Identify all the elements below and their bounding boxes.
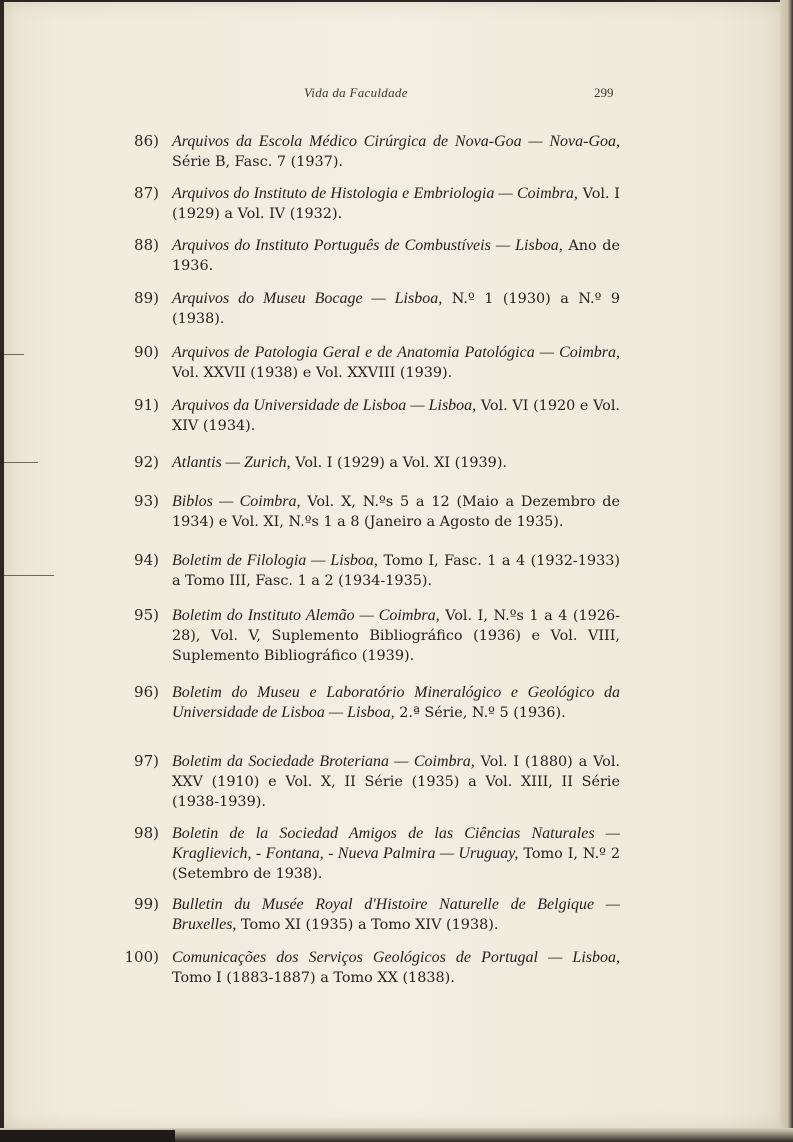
entry-number: 90): [134, 343, 159, 361]
entry-title: Bulletin du Musée Royal d'Histoire Naturelle de Belgique — Bruxelles,: [172, 896, 620, 933]
entry-title: Arquivos da Escola Médico Cirúrgica de Nova-Goa — Nova-Goa,: [172, 133, 620, 150]
entry-title: Boletim da Sociedade Broteriana — Coimbra,: [172, 753, 475, 770]
entry-title: Boletim do Museu e Laboratório Mineralógico e Geológico da Universidade de Lisboa — Lisboa,: [172, 684, 620, 721]
entry-details: Tomo I, Fasc. 1 a 4 (1932-1933) a Tomo III, Fasc. 1 a 2 (1934-1935).: [172, 553, 620, 589]
entry-text: [172, 948, 620, 988]
entry-text: [172, 236, 620, 276]
entry-number: 95): [134, 606, 159, 624]
entry-title: Arquivos de Patologia Geral e de Anatomia Patológica — Coimbra,: [172, 344, 620, 361]
entry-text: [172, 289, 620, 329]
entry-details: Vol. I (1929) a Vol. IV (1932).: [172, 186, 620, 222]
entry-details: Tomo XI (1935) a Tomo XIV (1938).: [236, 917, 499, 933]
entry-text: [172, 752, 620, 812]
dark-strip: [0, 1130, 175, 1142]
running-header: Vida da Faculdade: [304, 85, 408, 100]
entry-number: 89): [134, 289, 159, 307]
entry-number: 97): [134, 752, 159, 770]
entry-title: Atlantis — Zurich,: [172, 454, 291, 471]
entry-title: Boletin de la Sociedad Amigos de las Ciências Naturales — Kraglievich, - Fontana, - Nueva Palmira — Uruguay,: [172, 825, 620, 862]
entry-title: Arquivos do Instituto de Histologia e Embriologia — Coimbra,: [172, 185, 578, 202]
entry-details: Vol. XXVII (1938) e Vol. XXVIII (1939).: [172, 365, 453, 381]
margin-mark: [4, 354, 24, 355]
entry-title: Biblos — Coimbra,: [172, 493, 301, 510]
entry-details: N.º 1 (1930) a N.º 9 (1938).: [172, 291, 620, 327]
entry-details: Vol. X, N.ºs 5 a 12 (Maio a Dezembro de 1934) e Vol. XI, N.ºs 1 a 8 (Janeiro a Agosto de 1935).: [172, 494, 620, 530]
entry-title: Arquivos da Universidade de Lisboa — Lisboa,: [172, 397, 477, 414]
entry-number: 94): [134, 551, 159, 569]
entry-details: Tomo I (1883-1887) a Tomo XX (1838).: [172, 970, 455, 986]
document-page: [4, 2, 784, 1128]
margin-mark: [4, 462, 38, 463]
entry-details: Vol. VI (1920 e Vol. XIV (1934).: [172, 398, 620, 434]
entry-title: Arquivos do Museu Bocage — Lisboa,: [172, 290, 443, 307]
entry-details: Vol. I, N.ºs 1 a 4 (1926-28), Vol. V, Suplemento Bibliográfico (1936) e Vol. VIII, Suplemento Bibliográfico (1939).: [172, 608, 620, 664]
entry-title: Boletim de Filologia — Lisboa,: [172, 552, 378, 569]
entry-number: 100): [124, 948, 159, 966]
entry-title: Comunicações dos Serviços Geológicos de Portugal — Lisboa,: [172, 949, 620, 966]
entry-details: Série B, Fasc. 7 (1937).: [172, 154, 344, 170]
entry-details: Tomo I, N.º 2 (Setembro de 1938).: [172, 846, 620, 882]
entry-title: Boletim do Instituto Alemão — Coimbra,: [172, 607, 440, 624]
entry-details: Vol. I (1880) a Vol. XXV (1910) e Vol. X, II Série (1935) a Vol. XIII, II Série (1938-1939).: [172, 754, 621, 810]
entry-number: 86): [134, 132, 159, 150]
page-edge: [780, 0, 793, 1142]
entry-number: 87): [134, 184, 159, 202]
entry-text: [172, 132, 620, 172]
entry-details: 2.ª Série, N.º 5 (1936).: [394, 705, 566, 721]
entry-text: [172, 453, 620, 473]
entry-details: Ano de 1936.: [172, 238, 621, 274]
entry-text: [172, 343, 620, 383]
entry-number: 92): [134, 453, 159, 471]
page-number: 299: [594, 85, 614, 100]
entry-number: 99): [134, 895, 159, 913]
entry-text: [172, 492, 620, 532]
entry-number: 91): [134, 396, 159, 414]
entry-text: [172, 184, 620, 224]
margin-mark: [4, 575, 54, 576]
entry-title: Arquivos do Instituto Português de Combustíveis — Lisboa,: [172, 237, 563, 254]
entry-number: 93): [134, 492, 159, 510]
entry-number: 98): [134, 824, 159, 842]
entry-text: [172, 396, 620, 436]
entry-text: [172, 824, 620, 884]
entry-number: 96): [134, 683, 159, 701]
entry-text: [172, 606, 620, 666]
entry-number: 88): [134, 236, 159, 254]
entry-text: [172, 895, 620, 935]
entry-text: [172, 551, 620, 591]
entry-text: [172, 683, 620, 723]
entry-details: Vol. I (1929) a Vol. XI (1939).: [290, 455, 508, 471]
